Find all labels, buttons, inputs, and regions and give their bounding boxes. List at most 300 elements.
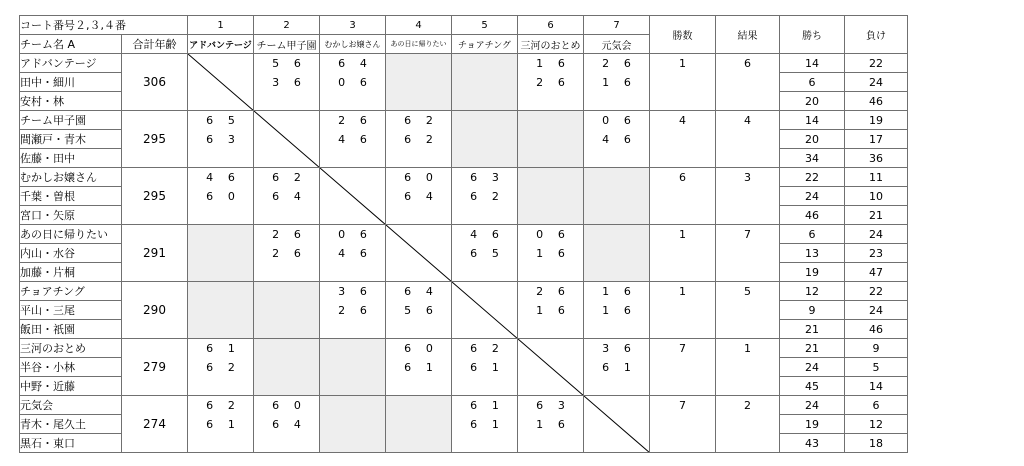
result-rank: 7: [716, 225, 780, 282]
game-score: 1: [536, 247, 544, 260]
team-name: 三河のおとめ: [20, 339, 122, 358]
game-score: 2: [491, 342, 499, 355]
set-score: [518, 301, 583, 320]
set-score: [320, 244, 385, 263]
set-score: [188, 187, 253, 206]
no-match-cell: [584, 168, 650, 225]
game-score: 6: [206, 399, 214, 412]
game-score: 6: [227, 171, 235, 184]
game-score: 1: [491, 361, 499, 374]
diagonal-line: [452, 282, 518, 339]
game-score: 6: [404, 133, 412, 146]
col-number: 4: [386, 16, 452, 35]
games-won: 9: [780, 301, 845, 320]
match-score-cell: [188, 111, 254, 168]
games-lost: 10: [845, 187, 908, 206]
set-score: [320, 130, 385, 149]
team-players: 内山・水谷: [20, 244, 122, 263]
game-score: 6: [359, 114, 367, 127]
game-score: 6: [359, 285, 367, 298]
match-score-cell: [386, 339, 452, 396]
games-lost: 47: [845, 263, 908, 282]
set-score: [452, 358, 517, 377]
game-score: 6: [470, 361, 478, 374]
games-lost: 17: [845, 130, 908, 149]
games-won: 22: [780, 168, 845, 187]
match-score-cell: [584, 54, 650, 111]
league-results-sheet: [19, 15, 908, 453]
set-score: [320, 73, 385, 92]
no-match-cell: [452, 111, 518, 168]
game-score: 6: [359, 76, 367, 89]
game-score: 3: [338, 285, 346, 298]
game-score: 6: [206, 133, 214, 146]
team-players: 安村・林: [20, 92, 122, 111]
games-lost: 36: [845, 149, 908, 168]
game-score: 6: [536, 399, 544, 412]
games-lost: 6: [845, 396, 908, 415]
game-score: 6: [359, 133, 367, 146]
game-score: 0: [293, 399, 301, 412]
col-number: 7: [584, 16, 650, 35]
col-number: 6: [518, 16, 584, 35]
game-score: 6: [404, 171, 412, 184]
set-score: [518, 415, 583, 434]
set-score: [254, 415, 319, 434]
set-score: [254, 396, 319, 415]
team-players: 間瀬戸・青木: [20, 130, 122, 149]
set-score: [518, 282, 583, 301]
diagonal-line: [584, 396, 650, 453]
col-team-name: 元気会: [584, 35, 650, 54]
games-lost: 46: [845, 320, 908, 339]
game-score: 2: [338, 114, 346, 127]
team-players: 青木・尾久土: [20, 415, 122, 434]
self-match-cell: [452, 282, 518, 339]
set-score: [386, 339, 451, 358]
game-score: 6: [557, 418, 565, 431]
set-score: [320, 111, 385, 130]
court-label: コート番号２,３,４番: [20, 16, 188, 35]
games-lost: 46: [845, 92, 908, 111]
game-score: 6: [470, 342, 478, 355]
game-score: 6: [404, 285, 412, 298]
game-score: 2: [272, 247, 280, 260]
game-score: 4: [338, 133, 346, 146]
team-players: 半谷・小林: [20, 358, 122, 377]
team-players: 千葉・曽根: [20, 187, 122, 206]
game-score: 4: [293, 190, 301, 203]
match-score-cell: [452, 339, 518, 396]
set-score: [320, 225, 385, 244]
game-score: 6: [272, 418, 280, 431]
games-lost: 14: [845, 377, 908, 396]
games-lost: 19: [845, 111, 908, 130]
self-match-cell: [188, 54, 254, 111]
team-row: [20, 396, 908, 415]
game-score: 0: [425, 171, 433, 184]
match-score-cell: [452, 396, 518, 453]
team-players: 加藤・片桐: [20, 263, 122, 282]
games-won: 46: [780, 206, 845, 225]
diagonal-line: [320, 168, 386, 225]
set-score: [188, 415, 253, 434]
set-score: [254, 225, 319, 244]
game-score: 6: [623, 57, 631, 70]
game-score: 6: [404, 361, 412, 374]
match-score-cell: [188, 396, 254, 453]
games-won: 20: [780, 130, 845, 149]
no-match-cell: [518, 111, 584, 168]
team-age: 279: [122, 339, 188, 396]
col-team-name: チョアチング: [452, 35, 518, 54]
match-score-cell: [254, 168, 320, 225]
game-score: 2: [425, 114, 433, 127]
game-score: 1: [425, 361, 433, 374]
team-players: 黒石・東口: [20, 434, 122, 453]
games-lost: 18: [845, 434, 908, 453]
games-lost: 9: [845, 339, 908, 358]
games-won: 34: [780, 149, 845, 168]
result-rank: 4: [716, 111, 780, 168]
set-score: [254, 54, 319, 73]
game-score: 6: [623, 133, 631, 146]
match-score-cell: [518, 225, 584, 282]
set-score: [584, 130, 649, 149]
game-score: 6: [404, 342, 412, 355]
game-score: 4: [425, 285, 433, 298]
games-lost: 22: [845, 282, 908, 301]
no-match-cell: [188, 282, 254, 339]
result-rank: 6: [716, 54, 780, 111]
game-score: 1: [536, 304, 544, 317]
game-score: 6: [206, 190, 214, 203]
team-name: あの日に帰りたい: [20, 225, 122, 244]
games-lost: 21: [845, 206, 908, 225]
header-row-numbers: [20, 16, 908, 35]
game-score: 1: [491, 418, 499, 431]
game-score: 1: [536, 57, 544, 70]
wins-count: 7: [650, 396, 716, 453]
games-lost: 23: [845, 244, 908, 263]
game-score: 0: [338, 228, 346, 241]
set-score: [452, 339, 517, 358]
wins-count: 4: [650, 111, 716, 168]
game-score: 6: [206, 114, 214, 127]
match-score-cell: [188, 168, 254, 225]
set-score: [584, 73, 649, 92]
set-score: [518, 225, 583, 244]
team-players: 佐藤・田中: [20, 149, 122, 168]
set-score: [584, 358, 649, 377]
result-rank: 2: [716, 396, 780, 453]
age-header: 合計年齢: [122, 35, 188, 54]
game-score: 1: [623, 361, 631, 374]
self-match-cell: [320, 168, 386, 225]
team-row: [20, 111, 908, 130]
team-age: 306: [122, 54, 188, 111]
games-won: 20: [780, 92, 845, 111]
games-lost-header: 負け: [845, 16, 908, 54]
match-score-cell: [254, 225, 320, 282]
game-score: 5: [272, 57, 280, 70]
match-score-cell: [188, 339, 254, 396]
set-score: [320, 282, 385, 301]
game-score: 2: [227, 361, 235, 374]
game-score: 4: [602, 133, 610, 146]
set-score: [188, 111, 253, 130]
game-score: 6: [272, 190, 280, 203]
set-score: [188, 396, 253, 415]
team-name: チョアチング: [20, 282, 122, 301]
game-score: 2: [272, 228, 280, 241]
games-won: 43: [780, 434, 845, 453]
match-score-cell: [386, 111, 452, 168]
game-score: 6: [206, 361, 214, 374]
col-team-name: アドバンテージ: [188, 35, 254, 54]
games-won: 24: [780, 396, 845, 415]
game-score: 6: [557, 247, 565, 260]
match-score-cell: [254, 396, 320, 453]
game-score: 1: [602, 285, 610, 298]
match-score-cell: [452, 168, 518, 225]
games-lost: 24: [845, 301, 908, 320]
wins-count: 1: [650, 282, 716, 339]
set-score: [518, 73, 583, 92]
game-score: 2: [602, 57, 610, 70]
result-rank: 1: [716, 339, 780, 396]
match-score-cell: [584, 282, 650, 339]
self-match-cell: [386, 225, 452, 282]
game-score: 5: [227, 114, 235, 127]
games-lost: 11: [845, 168, 908, 187]
set-score: [320, 301, 385, 320]
games-won: 24: [780, 187, 845, 206]
game-score: 2: [293, 171, 301, 184]
game-score: 2: [491, 190, 499, 203]
game-score: 6: [623, 285, 631, 298]
col-team-name: 三河のおとめ: [518, 35, 584, 54]
col-team-name: チーム甲子園: [254, 35, 320, 54]
game-score: 4: [293, 418, 301, 431]
game-score: 0: [602, 114, 610, 127]
set-score: [386, 187, 451, 206]
game-score: 3: [227, 133, 235, 146]
games-lost: 24: [845, 225, 908, 244]
result-rank: 3: [716, 168, 780, 225]
game-score: 6: [359, 304, 367, 317]
match-score-cell: [518, 54, 584, 111]
games-lost: 22: [845, 54, 908, 73]
games-won: 12: [780, 282, 845, 301]
set-score: [584, 339, 649, 358]
game-score: 2: [425, 133, 433, 146]
set-score: [584, 282, 649, 301]
no-match-cell: [386, 396, 452, 453]
diagonal-line: [188, 54, 254, 111]
set-score: [386, 358, 451, 377]
game-score: 6: [623, 114, 631, 127]
no-match-cell: [320, 339, 386, 396]
game-score: 6: [470, 190, 478, 203]
diagonal-line: [254, 111, 320, 168]
no-match-cell: [584, 225, 650, 282]
game-score: 2: [227, 399, 235, 412]
team-name-header: チーム名 A: [20, 35, 122, 54]
game-score: 6: [557, 76, 565, 89]
games-lost: 5: [845, 358, 908, 377]
wins-count: 1: [650, 54, 716, 111]
set-score: [518, 396, 583, 415]
set-score: [254, 244, 319, 263]
set-score: [320, 54, 385, 73]
team-players: 中野・近藤: [20, 377, 122, 396]
match-score-cell: [320, 54, 386, 111]
games-won-header: 勝ち: [780, 16, 845, 54]
game-score: 6: [602, 361, 610, 374]
team-players: 宮口・矢原: [20, 206, 122, 225]
game-score: 6: [293, 247, 301, 260]
game-score: 1: [602, 304, 610, 317]
game-score: 6: [557, 304, 565, 317]
games-won: 21: [780, 320, 845, 339]
game-score: 6: [470, 399, 478, 412]
match-score-cell: [320, 225, 386, 282]
set-score: [452, 415, 517, 434]
games-lost: 12: [845, 415, 908, 434]
team-age: 291: [122, 225, 188, 282]
team-age: 274: [122, 396, 188, 453]
game-score: 0: [338, 76, 346, 89]
match-score-cell: [584, 111, 650, 168]
set-score: [518, 244, 583, 263]
no-match-cell: [518, 168, 584, 225]
game-score: 6: [623, 304, 631, 317]
team-row: [20, 54, 908, 73]
match-score-cell: [320, 111, 386, 168]
game-score: 6: [272, 399, 280, 412]
game-score: 6: [623, 76, 631, 89]
games-won: 19: [780, 415, 845, 434]
set-score: [188, 168, 253, 187]
team-row: [20, 168, 908, 187]
no-match-cell: [452, 54, 518, 111]
game-score: 3: [557, 399, 565, 412]
col-number: 3: [320, 16, 386, 35]
game-score: 6: [404, 114, 412, 127]
col-team-name: あの日に帰りたい: [386, 35, 452, 54]
team-name: チーム甲子園: [20, 111, 122, 130]
game-score: 3: [272, 76, 280, 89]
self-match-cell: [254, 111, 320, 168]
game-score: 6: [470, 247, 478, 260]
game-score: 0: [425, 342, 433, 355]
game-score: 6: [293, 228, 301, 241]
set-score: [452, 168, 517, 187]
set-score: [386, 130, 451, 149]
result-rank: 5: [716, 282, 780, 339]
games-won: 14: [780, 111, 845, 130]
set-score: [254, 168, 319, 187]
games-won: 14: [780, 54, 845, 73]
self-match-cell: [518, 339, 584, 396]
game-score: 6: [338, 57, 346, 70]
game-score: 4: [470, 228, 478, 241]
team-age: 290: [122, 282, 188, 339]
game-score: 3: [602, 342, 610, 355]
game-score: 1: [227, 342, 235, 355]
diagonal-line: [518, 339, 584, 396]
set-score: [254, 187, 319, 206]
match-score-cell: [452, 225, 518, 282]
match-score-cell: [254, 54, 320, 111]
game-score: 6: [404, 190, 412, 203]
col-number: 1: [188, 16, 254, 35]
league-results-table: [19, 15, 908, 453]
set-score: [188, 339, 253, 358]
diagonal-line: [386, 225, 452, 282]
set-score: [584, 301, 649, 320]
game-score: 6: [557, 285, 565, 298]
set-score: [518, 54, 583, 73]
col-number: 5: [452, 16, 518, 35]
game-score: 4: [338, 247, 346, 260]
match-score-cell: [584, 339, 650, 396]
game-score: 6: [425, 304, 433, 317]
game-score: 6: [206, 418, 214, 431]
game-score: 1: [536, 418, 544, 431]
game-score: 6: [557, 228, 565, 241]
games-lost: 24: [845, 73, 908, 92]
games-won: 13: [780, 244, 845, 263]
match-score-cell: [386, 168, 452, 225]
match-score-cell: [518, 282, 584, 339]
game-score: 4: [359, 57, 367, 70]
game-score: 6: [491, 228, 499, 241]
set-score: [386, 168, 451, 187]
wins-count-header: 勝数: [650, 16, 716, 54]
game-score: 6: [557, 57, 565, 70]
team-age: 295: [122, 111, 188, 168]
wins-count: 1: [650, 225, 716, 282]
game-score: 6: [359, 228, 367, 241]
team-name: 元気会: [20, 396, 122, 415]
set-score: [452, 187, 517, 206]
game-score: 6: [470, 418, 478, 431]
game-score: 2: [536, 285, 544, 298]
game-score: 2: [536, 76, 544, 89]
match-score-cell: [518, 396, 584, 453]
set-score: [386, 111, 451, 130]
no-match-cell: [254, 282, 320, 339]
games-won: 45: [780, 377, 845, 396]
game-score: 2: [338, 304, 346, 317]
no-match-cell: [386, 54, 452, 111]
game-score: 6: [359, 247, 367, 260]
game-score: 6: [623, 342, 631, 355]
team-row: [20, 282, 908, 301]
game-score: 5: [491, 247, 499, 260]
game-score: 4: [206, 171, 214, 184]
col-number: 2: [254, 16, 320, 35]
set-score: [584, 54, 649, 73]
games-won: 6: [780, 225, 845, 244]
games-won: 6: [780, 73, 845, 92]
self-match-cell: [584, 396, 650, 453]
team-players: 田中・細川: [20, 73, 122, 92]
team-row: [20, 339, 908, 358]
team-row: [20, 225, 908, 244]
